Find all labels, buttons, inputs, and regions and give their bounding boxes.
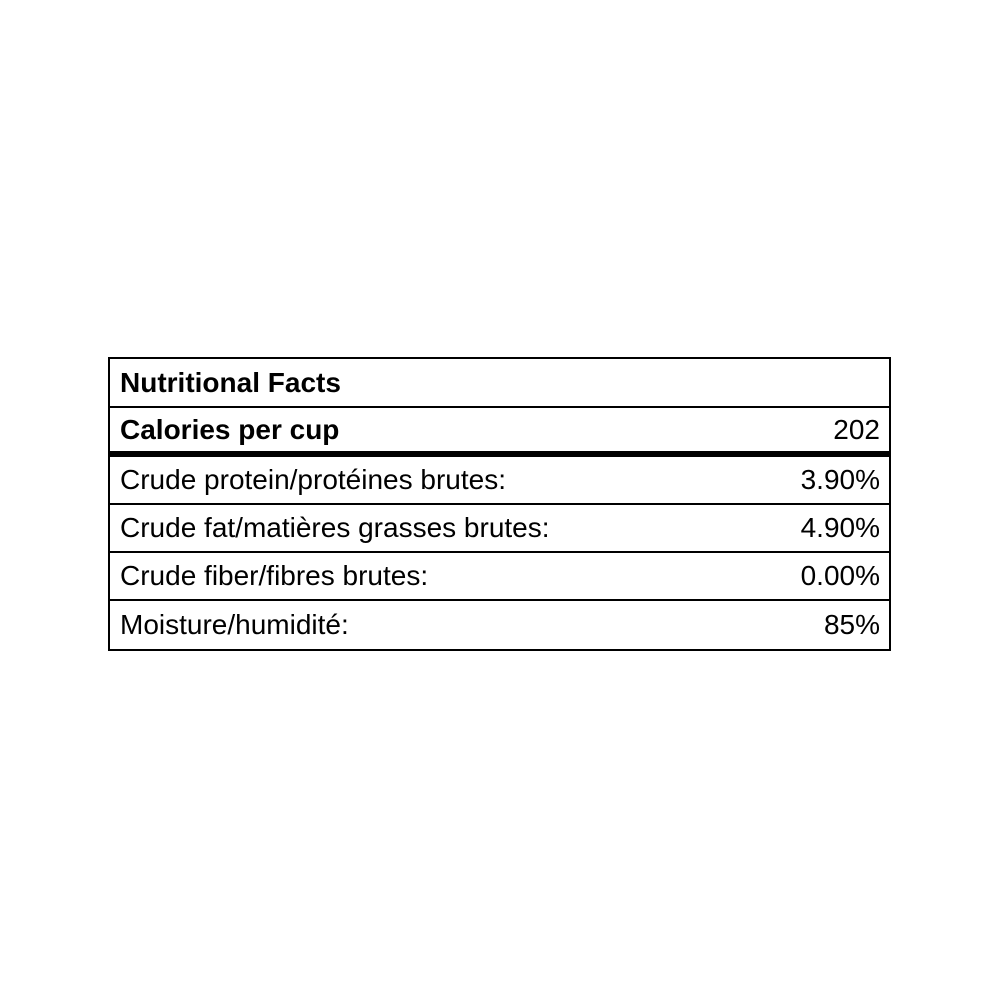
nutrient-value: 3.90% (800, 464, 880, 495)
calories-label: Calories per cup (120, 413, 340, 445)
nutrient-label: Crude fiber/fibres brutes: (120, 560, 429, 591)
calories-value: 202 (833, 413, 880, 445)
nutrition-facts-table (108, 357, 891, 651)
nutrient-label: Crude protein/protéines brutes: (120, 464, 506, 495)
table-row-fat (110, 505, 889, 553)
calories-row (110, 408, 889, 457)
nutrient-value: 4.90% (800, 512, 880, 543)
nutrient-label: Moisture/humidité: (120, 609, 349, 640)
nutrient-value: 0.00% (800, 560, 880, 591)
table-row-fiber (110, 553, 889, 601)
table-row-moisture (110, 601, 889, 649)
table-header-row (110, 359, 889, 408)
nutrient-value: 85% (823, 609, 880, 640)
nutrient-label: Crude fat/matières grasses brutes: (120, 512, 550, 543)
table-title: Nutritional Facts (120, 366, 341, 398)
table-row-protein (110, 457, 889, 505)
